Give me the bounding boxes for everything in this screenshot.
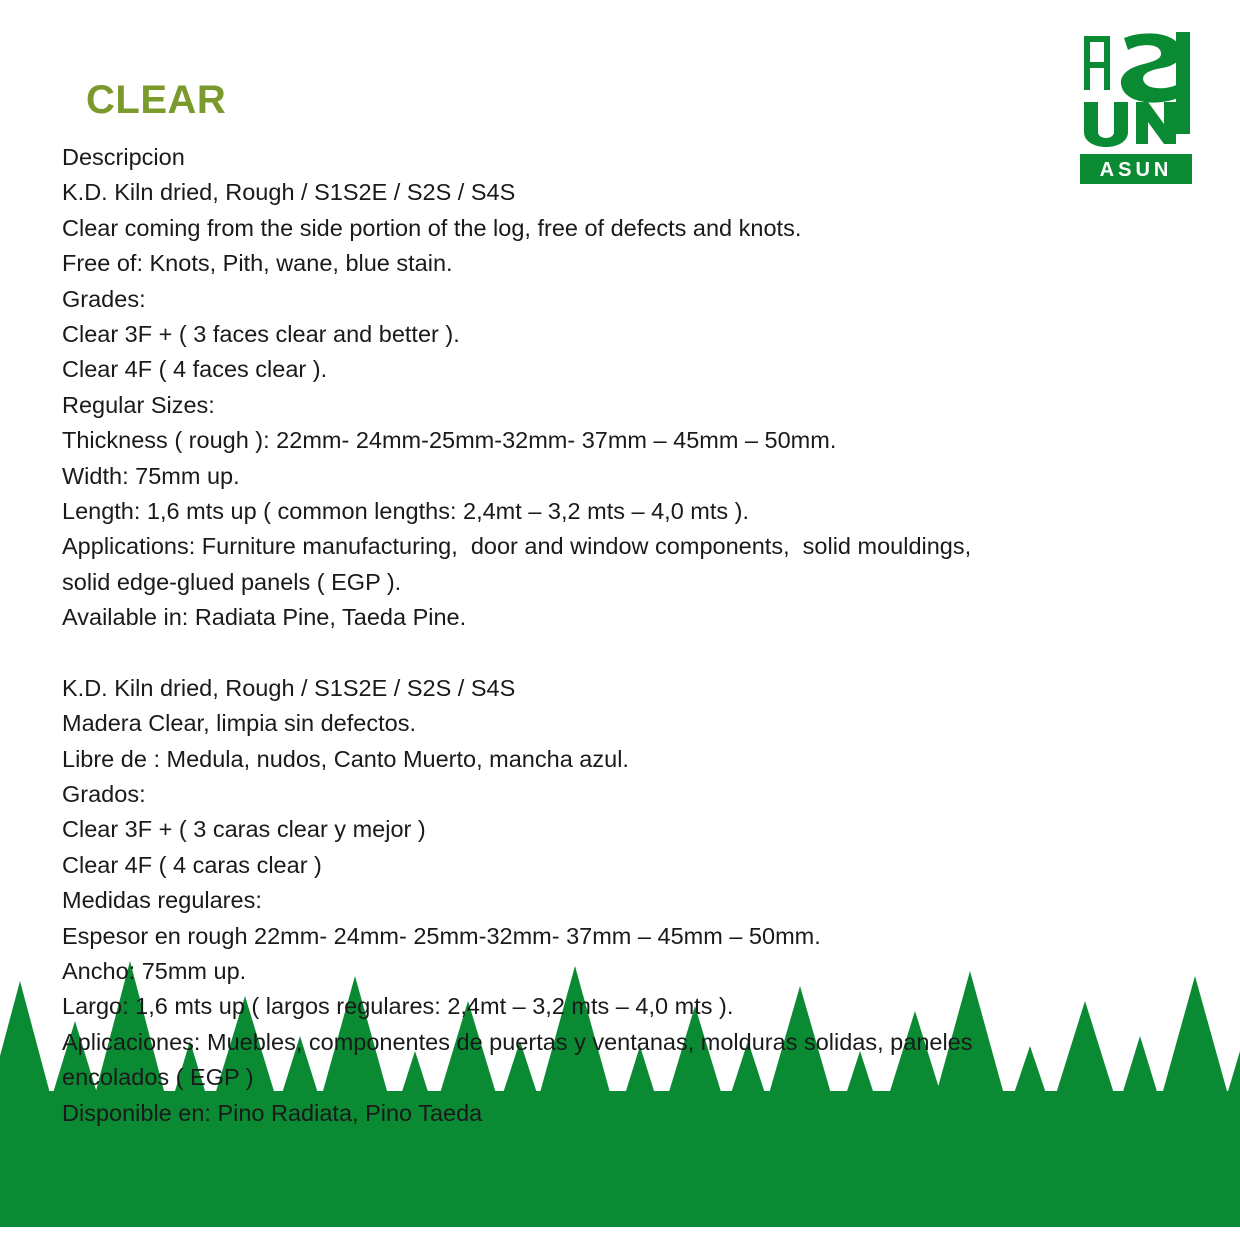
body-line: Grades: bbox=[62, 285, 146, 312]
body-line: Width: 75mm up. bbox=[62, 462, 240, 489]
body-line: solid edge-glued panels ( EGP ). bbox=[62, 568, 402, 595]
body-line: Clear 3F + ( 3 caras clear y mejor ) bbox=[62, 816, 426, 843]
paragraph-spacer bbox=[62, 636, 1172, 671]
body-line: Disponible en: Pino Radiata, Pino Taeda bbox=[62, 1099, 483, 1126]
body-line: K.D. Kiln dried, Rough / S1S2E / S2S / S4S bbox=[62, 674, 516, 701]
body-line: Thickness ( rough ): 22mm- 24mm-25mm-32mm- 37mm – 45mm – 50mm. bbox=[62, 427, 837, 454]
body-line: Descripcion bbox=[62, 144, 185, 170]
body-line: Ancho: 75mm up. bbox=[62, 957, 247, 984]
svg-text:ASUN: ASUN bbox=[1099, 159, 1173, 181]
body-line: Clear 4F ( 4 faces clear ). bbox=[62, 356, 328, 383]
body-line: Grados: bbox=[62, 780, 146, 807]
body-line: Libre de : Medula, nudos, Canto Muerto, mancha azul. bbox=[62, 745, 629, 772]
body-line: K.D. Kiln dried, Rough / S1S2E / S2S / S4S bbox=[62, 179, 516, 206]
body-line: Length: 1,6 mts up ( common lengths: 2,4mt – 3,2 mts – 4,0 mts ). bbox=[62, 498, 750, 525]
document-body bbox=[62, 140, 1172, 1131]
body-line: Espesor en rough 22mm- 24mm- 25mm-32mm- 37mm – 45mm – 50mm. bbox=[62, 922, 821, 949]
body-line: Clear 3F + ( 3 faces clear and better ). bbox=[62, 321, 460, 348]
body-line: Regular Sizes: bbox=[62, 391, 215, 418]
body-line: Aplicaciones: Muebles, componentes de puertas y ventanas, molduras solidas, paneles bbox=[62, 1028, 973, 1055]
page-bottom-margin bbox=[0, 1227, 1240, 1241]
page-title: CLEAR bbox=[86, 78, 227, 122]
body-line: Largo: 1,6 mts up ( largos regulares: 2,4mt – 3,2 mts – 4,0 mts ). bbox=[62, 993, 734, 1020]
body-line: Free of: Knots, Pith, wane, blue stain. bbox=[62, 250, 453, 277]
body-line: Available in: Radiata Pine, Taeda Pine. bbox=[62, 604, 467, 631]
body-line: encolados ( EGP ) bbox=[62, 1064, 254, 1091]
body-line: Clear 4F ( 4 caras clear ) bbox=[62, 851, 322, 878]
body-line: Clear coming from the side portion of the log, free of defects and knots. bbox=[62, 214, 802, 241]
body-line: Medidas regulares: bbox=[62, 887, 262, 914]
body-line: Applications: Furniture manufacturing, door and window components, solid mouldings, bbox=[62, 533, 972, 560]
body-line: Madera Clear, limpia sin defectos. bbox=[62, 710, 416, 737]
